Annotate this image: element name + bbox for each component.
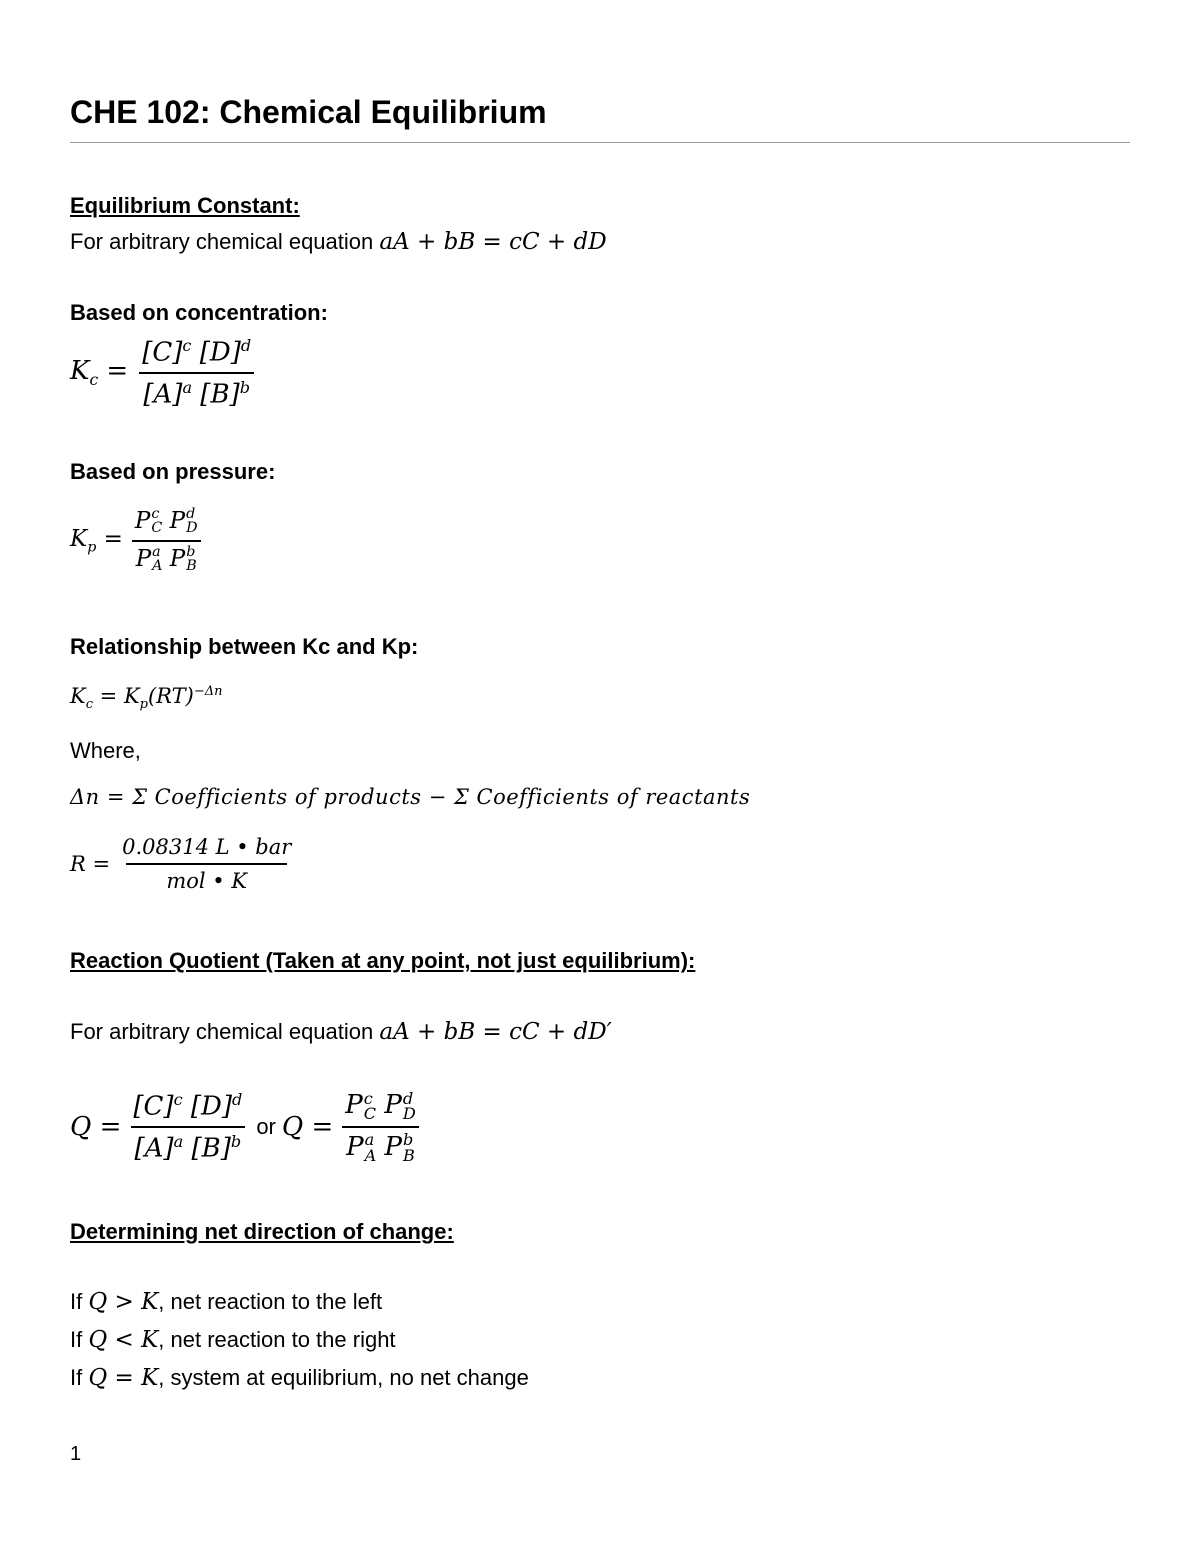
gas-constant-fraction [118,835,295,893]
rule-result: , net reaction to the left [158,1289,383,1314]
or-label: or [256,1113,276,1139]
rule-result: , system at equilibrium, no net change [158,1365,529,1390]
q-formula: Q = $\frac{[C]^c [D]^d}{[A]^a [B]^b}$ or Q = P c C P d D P a A P b B [70,1090,420,1163]
quotient-intro [70,1019,612,1045]
equilibrium-constant-heading: Equilibrium Constant: [70,193,300,218]
direction-heading: Determining net direction of change: [70,1219,454,1244]
equilibrium-intro [70,229,607,255]
rule-prefix: If [70,1327,83,1352]
quotient-intro-text: For arbitrary chemical equation [70,1019,374,1044]
direction-rule [70,1327,396,1353]
delta-n-definition: Δn = Σ Coefficients of products − Σ Coefficients of reactants [70,785,751,809]
gas-constant-denominator: mol • K [126,863,287,893]
chemical-equation: aA + bB = cC + dD [379,229,607,255]
pressure-heading: Based on pressure: [70,459,276,484]
rule-prefix: If [70,1365,83,1390]
rule-result: , net reaction to the right [158,1327,396,1352]
direction-rule [70,1289,382,1315]
page-number: 1 [70,1443,82,1465]
q-concentration-fraction: $\frac{[C]^c [D]^d}{[A]^a [B]^b}$ [129,1090,246,1163]
kc-formula: $K_c$ = $\frac{[C]^c [D]^d}{[A]^a [B]^b}$ [70,336,255,409]
gas-constant-numerator: 0.08314 L • bar [122,835,292,859]
direction-rule [70,1365,529,1391]
reaction-quotient-heading: Reaction Quotient (Taken at any point, not just equilibrium): [70,948,696,973]
equilibrium-intro-text: For arbitrary chemical equation [70,229,374,254]
title-divider [70,142,1130,143]
quotient-chemical-equation: aA + bB = cC + dD′ [379,1019,612,1045]
rule-condition: Q > K [88,1289,159,1315]
gas-constant-formula: R = $\frac{\text{0.08314 L • bar}}{\text{mol • K}}$ [70,835,295,893]
kc-fraction: $\frac{[C]^c [D]^d}{[A]^a [B]^b}$ [138,336,255,409]
rule-condition: Q = K [88,1365,159,1391]
rule-condition: Q < K [88,1327,159,1353]
kc-kp-relationship: $K_c = K_p(RT)^{-\Delta n}$ [70,684,223,713]
relationship-heading: Relationship between Kc and Kp: [70,634,419,659]
concentration-heading: Based on concentration: [70,300,328,325]
where-label: Where, [70,738,141,763]
kp-formula: $K_p$ = P c C P d D P a A P b B [70,508,202,573]
kp-fraction: P c C P d D P a A P b B [131,508,202,573]
q-pressure-fraction: P c C P d D P a A P b B [341,1090,420,1163]
page-title: CHE 102: Chemical Equilibrium [70,94,547,130]
rule-prefix: If [70,1289,83,1314]
